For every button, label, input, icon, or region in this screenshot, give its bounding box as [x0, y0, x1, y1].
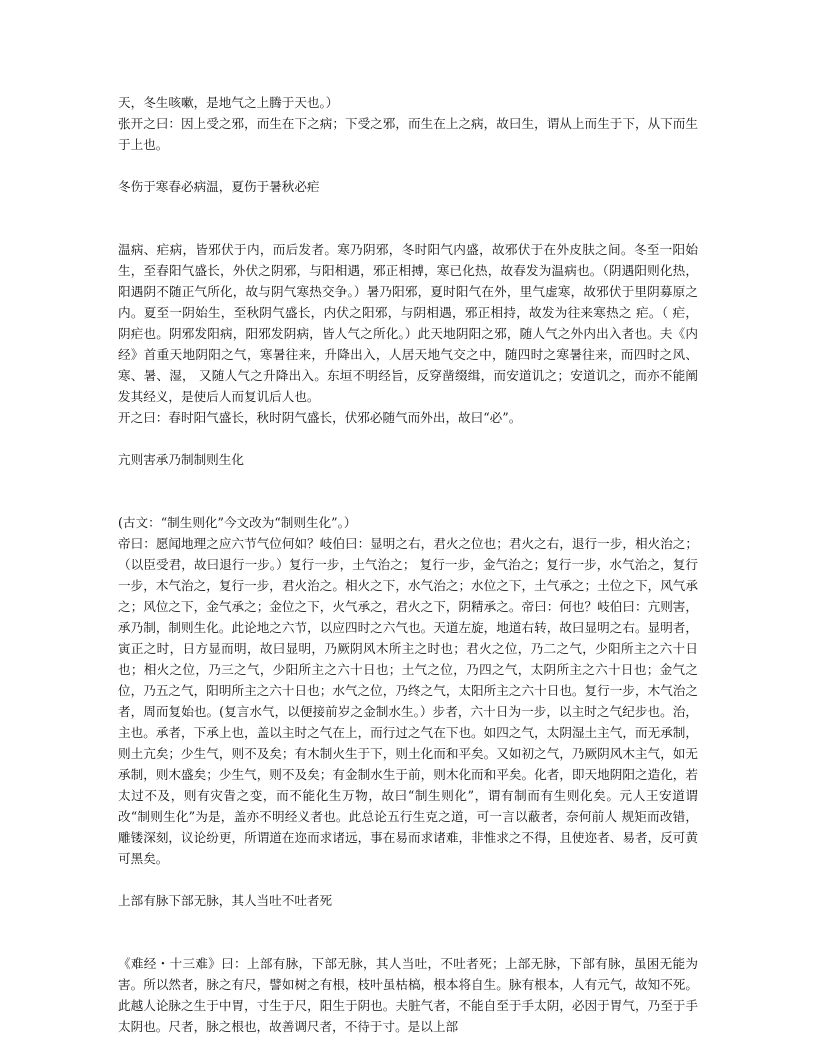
document-page — [118, 92, 698, 1037]
section-heading-upper-pulse: 上部有脉下部无脉，其人当吐不吐者死 — [118, 893, 333, 908]
section-heading-winter-cold: 冬伤于寒春必病温，夏伤于暑秋必疟 — [118, 179, 320, 194]
section-heading-kang-hai: 亢则害承乃制制则生化 — [118, 452, 244, 467]
paragraph-zhang-kaizhi-note: 张开之曰：因上受之邪，而生在下之病；下受之邪，而生在上之病，故曰生，谓从上而生于下，从下而生于上也。 — [118, 116, 698, 152]
paragraph-kaizhi-note: 开之曰：春时阳气盛长，秋时阴气盛长，伏邪必随气而外出，故曰“必”。 — [118, 410, 522, 425]
paragraph-continuation: 天，冬生咳嗽，是地气之上腾于天也。） — [118, 95, 339, 110]
paragraph-ancient-text-note: (古文：“制生则化”今文改为“制则生化”。） — [118, 515, 357, 530]
paragraph-six-nodes: 帝曰：愿闻地理之应六节气位何如？岐伯曰：显明之右，君火之位也；君火之右，退行一步，相火治之；（以臣受君，故曰退行一步。）复行一步，土气治之； 复行一步，金气治之；复行一步，水气治之，复行一步，木气治之，复行一步，君火治之。相火之下，水气治之；水位之下，土气承之；土位之下，风气承之；风位之下，金气承之；金位之下，火气承之，君火之下，阴精承之。帝曰：何也？岐伯曰：亢则害，承乃制，制则生化。此论地之六节，以应四时之六气也。天道左旋，地道右转，故曰显明之右。显明者，寅正之时，日方显而明，故曰显明，乃厥阴风木所主之时也；君火之位，乃二之气，少阳所主之六十日也；相火之位，乃三之气，少阳所主之六十日也；土气之位，乃四之气，太阴所主之六十日也；金气之位，乃五之气，阳明所主之六十日也；水气之位，乃终之气，太阳所主之六十日也。复行一步，木气治之者，周而复始也。(复言水气，以便接前岁之金制水生。）步者，六十日为一步，以主时之气纪步也。治，主也。承者，下承上也，盖以主时之气在上，而行过之气在下也。如四之气，太阴湿土主气，而无承制，则土亢矣；少生气，则不及矣；有木制火生于下，则土化而和平矣。又如初之气，乃厥阴风木主气，如无承制，则木盛矣；少生气，则不及矣；有金制水生于前，则木化而和平矣。化者，即天地阴阳之造化，若太过不及，则有灾眚之变，而不能化生万物，故曰“制生则化”，谓有制而有生则化矣。元人王安道谓改“制则生化”为是，盖亦不明经义者也。此总论五行生克之道，可一言以蔽者，奈何前人 规矩而改错，雕镂深刻，议论纷更，所谓道在迩而求诸远，事在易而求诸难，非惟求之不得，且使迩者、易者，反可黄可黑矣。 — [118, 536, 698, 866]
paragraph-warm-disease: 温病、疟病，皆邪伏于内，而后发者。寒乃阴邪，冬时阳气内盛，故邪伏于在外皮肤之间。冬至一阳始生，至春阳气盛长，外伏之阴邪，与阳相遇，邪正相搏，寒已化热，故春发为温病也。（阴遇阳则化热，阳遇阴不随正气所化，故与阴气寒热交争。）暑乃阳邪，夏时阳气在外，里气虚寒，故邪伏于里阴募原之内。夏至一阴始生，至秋阴气盛长，内伏之阳邪，与阴相遇，邪正相持，故发为往来寒热之 疟。（ 疟，阴疟也。阴邪发阳病，阳邪发阴病，皆人气之所化。）此天地阴阳之邪，随人气之外内出入者也。夫《内经》首重天地阴阳之气，寒暑往来，升降出入，人居天地气交之中，随四时之寒暑往来，而四时之风、寒、暑、湿， 又随人气之升降出入。东垣不明经旨，反穿凿缀缉，而安道讥之；安道讥之，而亦不能阐发其经义，是使后人而复讥后人也。 — [118, 242, 698, 404]
paragraph-nanjing-13: 《难经・十三难》曰：上部有脉，下部无脉，其人当吐，不吐者死；上部无脉，下部有脉，虽困无能为害。所以然者，脉之有尺，譬如树之有根，枝叶虽枯槁，根本将自生。脉有根本，人有元气，故知不死。此越人论脉之生于中胃，寸生于尺，阳生于阴也。夫脏气者，不能自至于手太阴，必因于胃气，乃至于手太阴也。尺者，脉之根也，故善调尺者，不待于寸。是以上部 — [118, 956, 698, 1034]
